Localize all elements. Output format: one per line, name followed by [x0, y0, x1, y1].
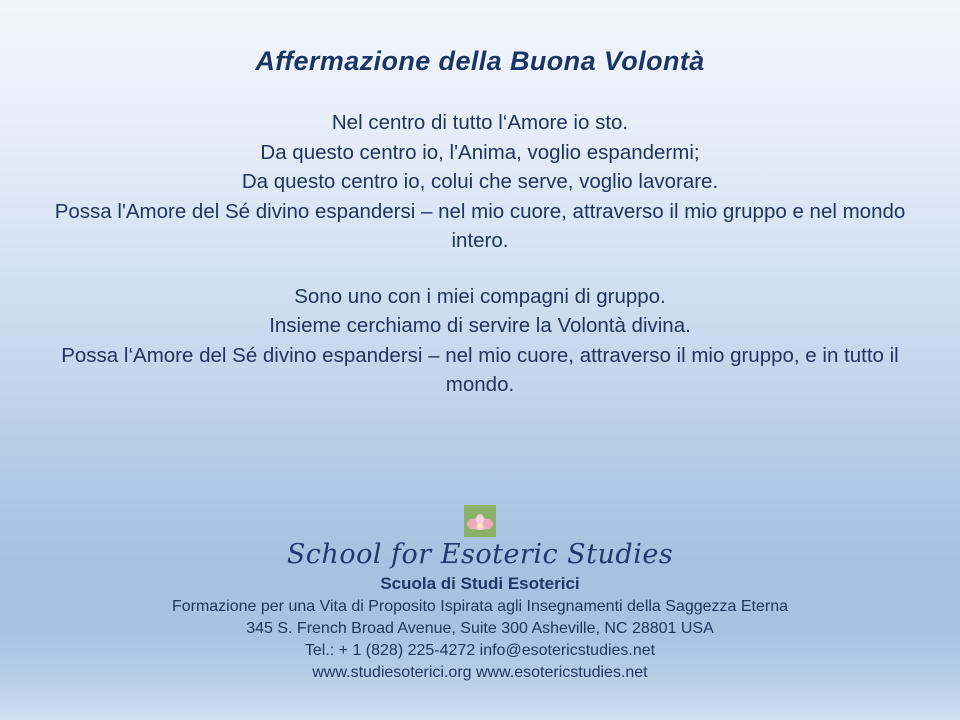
affirmation-line-2: Da questo centro io, l'Anima, voglio espandermi;: [260, 140, 700, 164]
logo-wordmark: School for Esoteric Studies: [286, 539, 674, 570]
affirmation-line-1: Nel centro di tutto l‘Amore io sto.: [331, 111, 629, 134]
affirmation-line-7: Possa l‘Amore del Sé divino espandersi – nel mio cuore, attraverso il mio gruppo, e in tutto il mondo.: [61, 343, 899, 397]
address: 345 S. French Broad Avenue, Suite 300 Asheville, NC 28801 USA: [246, 620, 714, 638]
footer: [0, 505, 960, 684]
tagline: Formazione per una Vita di Proposito Ispirata agli Insegnamenti della Saggezza Eterna: [171, 598, 789, 615]
websites[interactable]: www.studiesoterici.org www.esotericstudies.net: [312, 664, 648, 682]
organization-name: Scuola di Studi Esoterici: [380, 574, 580, 593]
affirmation-body: [30, 108, 930, 400]
affirmation-line-4: Possa l'Amore del Sé divino espandersi – nel mio cuore, attraverso il mio gruppo e nel mondo intero.: [54, 199, 906, 253]
affirmation-line-3: Da questo centro io, colui che serve, voglio lavorare.: [241, 170, 719, 194]
affirmation-line-6: Insieme cerchiamo di servire la Volontà divina.: [269, 314, 691, 338]
affirmation-line-5: Sono uno con i miei compagni di gruppo.: [294, 284, 666, 308]
paragraph-spacer: [30, 256, 930, 282]
page-title: Affermazione della Buona Volontà: [255, 46, 705, 76]
contact: Tel.: + 1 (828) 225-4272 info@esotericstudies.net: [304, 642, 656, 660]
lotus-flower-icon: [464, 505, 496, 537]
